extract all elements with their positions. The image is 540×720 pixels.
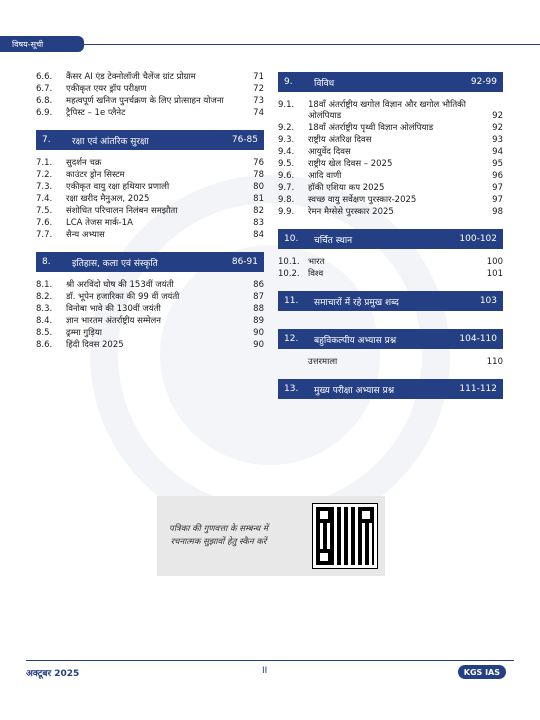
entry-number: 9.3. xyxy=(278,135,295,145)
section-title: इतिहास, कला एवं संस्कृति xyxy=(72,258,158,269)
section-pages: 86-91 xyxy=(231,257,258,267)
entry-page: 90 xyxy=(253,328,264,338)
entry-number: 8.3. xyxy=(36,304,53,314)
toc-entry[interactable] xyxy=(36,194,264,205)
section-title: रक्षा एवं आंतरिक सुरक्षा xyxy=(72,136,149,147)
entry-page: 81 xyxy=(253,194,264,204)
entry-title: आदि वाणी xyxy=(308,171,342,181)
entry-number xyxy=(278,357,308,368)
toc-entry[interactable] xyxy=(278,207,503,218)
toc-entry[interactable] xyxy=(36,230,264,241)
section-header[interactable] xyxy=(278,379,503,399)
toc-entry[interactable] xyxy=(36,72,264,83)
entry-page: 83 xyxy=(253,218,264,228)
entry-title: LCA तेजस मार्क-1A xyxy=(66,218,133,228)
toc-entry[interactable] xyxy=(36,84,264,95)
entry-title: भारत xyxy=(308,257,325,267)
entry-title: कैंसर AI एंड टेक्नोलॉजी चैलेंज ग्रांट प्रोग्राम xyxy=(66,72,196,82)
section-title: मुख्य परीक्षा अभ्यास प्रश्न xyxy=(314,385,395,396)
section-number: 10. xyxy=(284,234,299,244)
entry-title: संशोधित परिचालन निलंबन समझौता xyxy=(66,206,178,216)
entry-number: 9.6. xyxy=(278,171,295,181)
section-number: 13. xyxy=(284,384,299,394)
entry-title: हिंदी दिवस 2025 xyxy=(66,340,124,350)
section-pages: 111-112 xyxy=(459,384,497,394)
entry-number: 6.6. xyxy=(36,72,53,82)
entry-page: 84 xyxy=(253,230,264,240)
entry-title: महत्वपूर्ण खनिज पुनर्चक्रण के लिए प्रोत्साहन योजना xyxy=(66,96,224,106)
entry-page: 100 xyxy=(486,257,503,267)
footer-page-number: II xyxy=(262,666,268,676)
entry-title: ढ्रम्मा गुड़िया xyxy=(66,328,102,338)
toc-entry[interactable] xyxy=(36,304,264,315)
entry-page: 92 xyxy=(492,123,503,133)
toc-entry[interactable] xyxy=(36,96,264,107)
entry-title: रक्षा खरीद मैनुअल, 2025 xyxy=(66,194,150,204)
entry-title: 18वाँ अंतर्राष्ट्रीय खगोल विज्ञान और खगोल भौतिकी ओलंपियाड xyxy=(308,100,466,121)
entry-page: 97 xyxy=(492,183,503,193)
entry-number: 9.7. xyxy=(278,183,295,193)
entry-page: 93 xyxy=(492,135,503,145)
entry-title: ट्रैपिस्ट – 1e प्लैनेट xyxy=(66,108,126,118)
toc-entry[interactable] xyxy=(278,123,503,134)
entry-number: 9.8. xyxy=(278,195,295,205)
entry-page: 96 xyxy=(492,171,503,181)
toc-entry[interactable] xyxy=(36,328,264,339)
entry-number: 9.1. xyxy=(278,100,295,110)
section-header[interactable] xyxy=(278,291,503,311)
entry-number: 9.4. xyxy=(278,147,295,157)
entry-title: राष्ट्रीय अंतरिक्ष दिवस xyxy=(308,135,372,145)
entry-page: 90 xyxy=(253,340,264,350)
entry-title: काउंटर ड्रोन सिस्टम xyxy=(66,170,125,180)
entry-number: 7.7. xyxy=(36,230,53,240)
entry-page: 110 xyxy=(486,357,503,367)
entry-page: 74 xyxy=(253,108,264,118)
section-header[interactable] xyxy=(36,252,264,272)
toc-entry[interactable] xyxy=(278,100,503,122)
entry-number: 8.6. xyxy=(36,340,53,350)
entry-title: रेमन मैग्सेसे पुरस्कार 2025 xyxy=(308,207,394,217)
qr-code[interactable] xyxy=(313,504,377,568)
logo-text: KGS IAS xyxy=(463,667,500,677)
entry-page: 72 xyxy=(253,84,264,94)
toc-entry[interactable] xyxy=(278,159,503,170)
footer-date: अक्टूबर 2025 xyxy=(26,669,80,679)
entry-number: 8.4. xyxy=(36,316,53,326)
entry-page: 78 xyxy=(253,170,264,180)
entry-title: हॉकी एशिया कप 2025 xyxy=(308,183,385,193)
entry-page: 101 xyxy=(486,269,503,279)
section-number: 7. xyxy=(42,135,51,145)
qr-text-line1: पत्रिका की गुणवत्ता के सम्बन्ध में xyxy=(169,524,268,534)
entry-number: 7.6. xyxy=(36,218,53,228)
entry-title: एकीकृत एयर ड्रॉप परीक्षण xyxy=(66,84,147,94)
section-header[interactable] xyxy=(36,130,264,150)
entry-title: विश्व xyxy=(308,269,324,279)
entry-number: 6.7. xyxy=(36,84,53,94)
qr-feedback-box xyxy=(157,496,385,576)
entry-page: 82 xyxy=(253,206,264,216)
entry-page: 95 xyxy=(492,159,503,169)
toc-entry[interactable] xyxy=(278,195,503,206)
section-number: 11. xyxy=(284,296,299,306)
left-column xyxy=(36,72,264,352)
toc-entry[interactable] xyxy=(36,218,264,229)
qr-text-line2: रचनात्मक सुझावों हेतु स्कैन करें xyxy=(170,537,267,547)
entry-title: ज्ञान भारतम अंतर्राष्ट्रीय सम्मेलन xyxy=(66,316,162,326)
toc-entry[interactable] xyxy=(36,292,264,303)
entry-number: 7.1. xyxy=(36,158,53,168)
toc-entry[interactable] xyxy=(36,280,264,291)
entry-number: 7.3. xyxy=(36,182,53,192)
section-header[interactable] xyxy=(278,72,503,92)
entry-page: 97 xyxy=(492,195,503,205)
entry-title: सुदर्शन चक्र xyxy=(66,158,102,168)
toc-entry[interactable] xyxy=(36,108,264,119)
section-number: 12. xyxy=(284,334,299,344)
section-pages: 100-102 xyxy=(459,234,497,244)
section-pages: 92-99 xyxy=(470,77,497,87)
toc-entry[interactable] xyxy=(278,147,503,158)
entry-number: 9.9. xyxy=(278,207,295,217)
entry-page: 76 xyxy=(253,158,264,168)
toc-entry[interactable] xyxy=(278,269,503,280)
footer-rule xyxy=(26,660,514,661)
section-pages: 76-85 xyxy=(231,135,258,145)
toc-entry[interactable] xyxy=(36,316,264,327)
right-column xyxy=(278,72,503,407)
entry-number: 7.2. xyxy=(36,170,53,180)
entry-page: 92 xyxy=(492,111,503,121)
section-header[interactable] xyxy=(278,329,503,349)
entry-title: 18वाँ अंतर्राष्ट्रीय पृथ्वी विज्ञान ओलंपियाड xyxy=(308,123,434,133)
entry-number: 7.4. xyxy=(36,194,53,204)
entry-number: 10.2. xyxy=(278,269,300,279)
entry-number: 6.8. xyxy=(36,96,53,106)
entry-number: 8.1. xyxy=(36,280,53,290)
section-pages: 104-110 xyxy=(459,334,497,344)
entry-page: 88 xyxy=(253,304,264,314)
entry-title: स्वच्छ वायु सर्वेक्षण पुरस्कार-2025 xyxy=(308,195,417,205)
section-title: विविध xyxy=(314,78,335,89)
entry-number: 8.5. xyxy=(36,328,53,338)
header-tab-label: विषय-सूची xyxy=(12,39,44,49)
entry-number: 6.9. xyxy=(36,108,53,118)
entry-title: सैन्य अभ्यास xyxy=(66,230,105,240)
entry-title: राष्ट्रीय खेल दिवस – 2025 xyxy=(308,159,393,169)
section-title: चर्चित स्थान xyxy=(314,235,353,246)
entry-title: उत्तरमाला xyxy=(308,357,338,367)
entry-number: 9.2. xyxy=(278,123,295,133)
entry-title: श्री अरविंदो घोष की 153वीं जयंती xyxy=(66,280,174,290)
toc-entry[interactable] xyxy=(278,183,503,194)
entry-number: 8.2. xyxy=(36,292,53,302)
toc-entry[interactable] xyxy=(36,170,264,181)
section-title: समाचारों में रहे प्रमुख शब्द xyxy=(314,297,399,308)
section-title: बहुविकल्पीय अभ्यास प्रश्न xyxy=(314,335,397,346)
toc-entry[interactable] xyxy=(278,357,503,368)
entry-page: 87 xyxy=(253,292,264,302)
toc-entry[interactable] xyxy=(36,158,264,169)
entry-title: आयुर्वेद दिवस xyxy=(308,147,351,157)
kgs-ias-logo xyxy=(458,665,506,679)
entry-page: 71 xyxy=(253,72,264,82)
entry-page: 86 xyxy=(253,280,264,290)
entry-page: 80 xyxy=(253,182,264,192)
entry-page: 89 xyxy=(253,316,264,326)
toc-entry[interactable] xyxy=(278,171,503,182)
section-header[interactable] xyxy=(278,229,503,249)
header-tab xyxy=(0,36,84,52)
section-pages: 103 xyxy=(479,296,497,306)
toc-entry[interactable] xyxy=(36,182,264,193)
entry-number: 7.5. xyxy=(36,206,53,216)
toc-entry[interactable] xyxy=(278,135,503,146)
entry-number: 9.5. xyxy=(278,159,295,169)
toc-entry[interactable] xyxy=(36,340,264,351)
entry-number: 10.1. xyxy=(278,257,300,267)
entry-page: 73 xyxy=(253,96,264,106)
qr-text xyxy=(169,523,268,549)
entry-title: एकीकृत वायु रक्षा हथियार प्रणाली xyxy=(66,182,170,192)
section-number: 9. xyxy=(284,77,293,87)
entry-title: डॉ. भूपेन हजारिका की 99 वीं जयंती xyxy=(66,292,180,302)
section-number: 8. xyxy=(42,257,51,267)
toc-entry[interactable] xyxy=(278,257,503,268)
entry-title: विनोबा भावे की 130वीं जयंती xyxy=(66,304,161,314)
toc-entry[interactable] xyxy=(36,206,264,217)
entry-page: 98 xyxy=(492,207,503,217)
entry-page: 94 xyxy=(492,147,503,157)
